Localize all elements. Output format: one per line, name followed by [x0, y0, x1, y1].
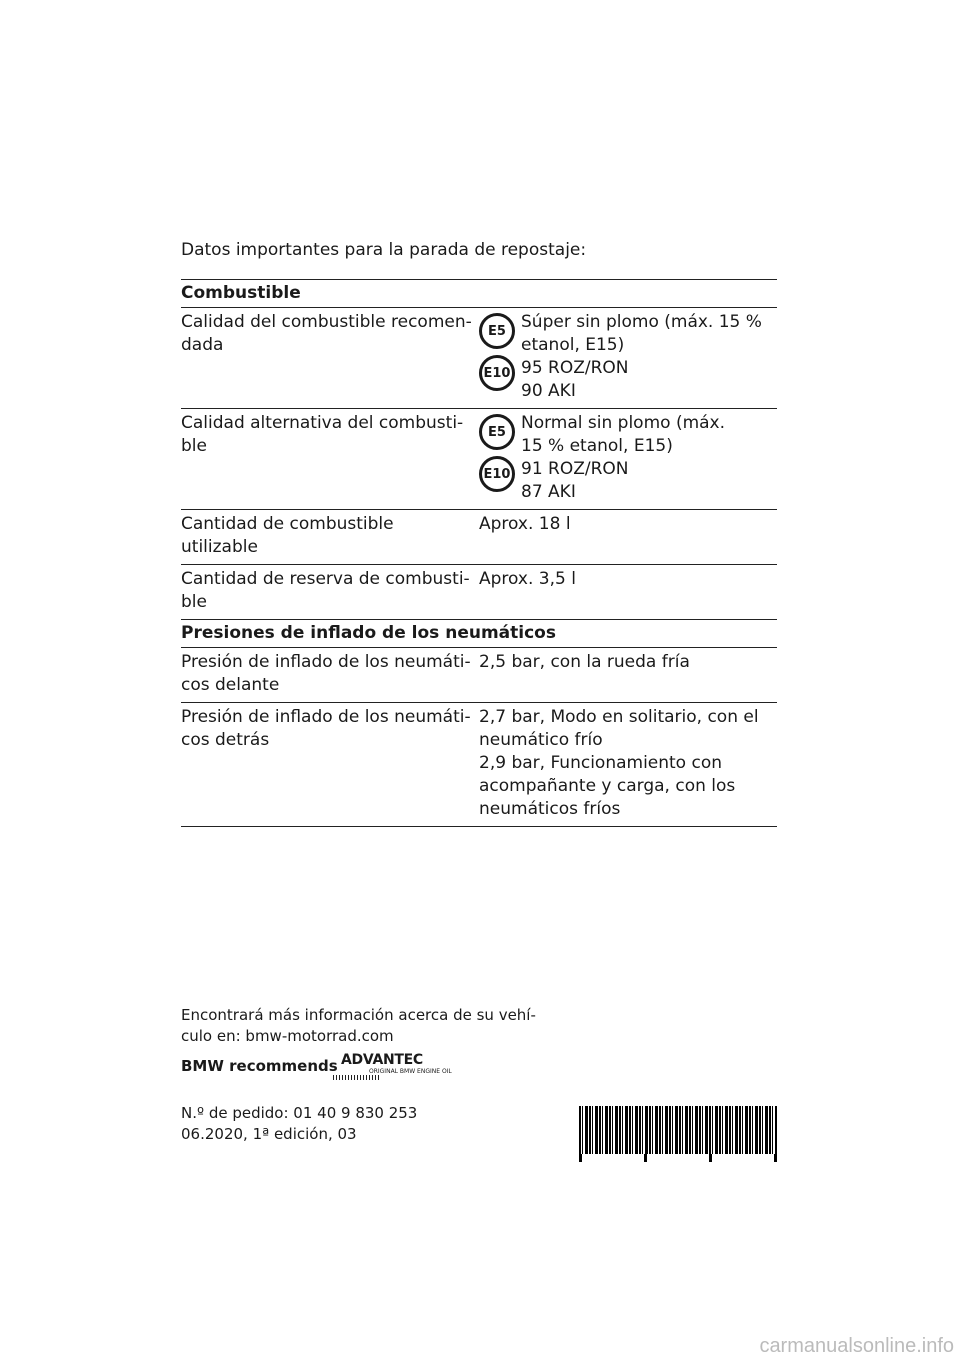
- advantec-subline: ORIGINAL BMW ENGINE OIL: [369, 1068, 452, 1075]
- value-line: 2,9 bar, Funcionamiento con: [479, 753, 723, 773]
- edition-info: 06.2020, 1ª edición, 03: [181, 1125, 357, 1143]
- order-number: N.º de pedido: 01 40 9 830 253: [181, 1104, 418, 1122]
- e5-fuel-icon: E5: [479, 414, 515, 450]
- value-line: acompañante y carga, con los: [479, 776, 736, 796]
- table-row: [181, 509, 777, 564]
- value-line: etanol, E15): [521, 335, 625, 355]
- refuel-data-table: [181, 279, 777, 827]
- row-label: Calidad alternativa del combusti-ble: [181, 413, 464, 456]
- bmw-recommends-label: BMW recommends: [181, 1057, 338, 1075]
- e10-fuel-icon: E10: [479, 456, 515, 492]
- value-line: 2,7 bar, Modo en solitario, con el: [479, 707, 759, 727]
- info-line: culo en: bmw-motorrad.com: [181, 1027, 394, 1045]
- advantec-wordmark: ADVANTEC: [341, 1052, 423, 1068]
- value-line: Súper sin plomo (máx. 15 %: [521, 312, 762, 332]
- row-label: Presión de inflado de los neumáti-cos detrás: [181, 707, 471, 750]
- barcode-icon: [579, 1106, 777, 1162]
- value-line: 2,5 bar, con la rueda fría: [479, 652, 690, 672]
- row-value: [479, 412, 777, 504]
- row-label: Presión de inflado de los neumáti-cos delante: [181, 652, 471, 695]
- advantec-stripe-icon: [333, 1075, 379, 1080]
- row-value: [479, 651, 777, 697]
- section-header-tire-pressure: Presiones de inflado de los neumáticos: [181, 619, 777, 647]
- advantec-logo: [333, 1052, 452, 1084]
- row-value: [479, 706, 777, 821]
- row-label: Cantidad de combustible utilizable: [181, 514, 394, 557]
- value-line: 87 AKI: [521, 482, 576, 502]
- e10-fuel-icon: E10: [479, 355, 515, 391]
- table-row: [181, 647, 777, 702]
- row-label: Calidad del combustible recomen-dada: [181, 312, 472, 355]
- info-line: Encontrará más información acerca de su vehí-: [181, 1006, 536, 1024]
- value-line: 15 % etanol, E15): [521, 436, 673, 456]
- value-line: neumáticos fríos: [479, 799, 621, 819]
- value-line: 90 AKI: [521, 381, 576, 401]
- intro-text: Datos importantes para la parada de repostaje:: [181, 240, 587, 260]
- section-header-fuel: Combustible: [181, 279, 777, 307]
- table-row: [181, 702, 777, 827]
- value-line: 95 ROZ/RON: [521, 358, 629, 378]
- row-value: Aprox. 3,5 l: [479, 569, 576, 589]
- value-line: Normal sin plomo (máx.: [521, 413, 726, 433]
- more-info-text: [181, 1005, 541, 1047]
- row-value: [479, 311, 777, 403]
- table-row: [181, 564, 777, 619]
- value-line: 91 ROZ/RON: [521, 459, 629, 479]
- order-info: [181, 1103, 417, 1145]
- table-row: [181, 307, 777, 408]
- e5-fuel-icon: E5: [479, 313, 515, 349]
- watermark: carmanualsonline.info: [759, 1335, 954, 1357]
- table-row: [181, 408, 777, 509]
- row-label: Cantidad de reserva de combusti-ble: [181, 569, 470, 612]
- value-line: neumático frío: [479, 730, 603, 750]
- row-value: Aprox. 18 l: [479, 514, 571, 534]
